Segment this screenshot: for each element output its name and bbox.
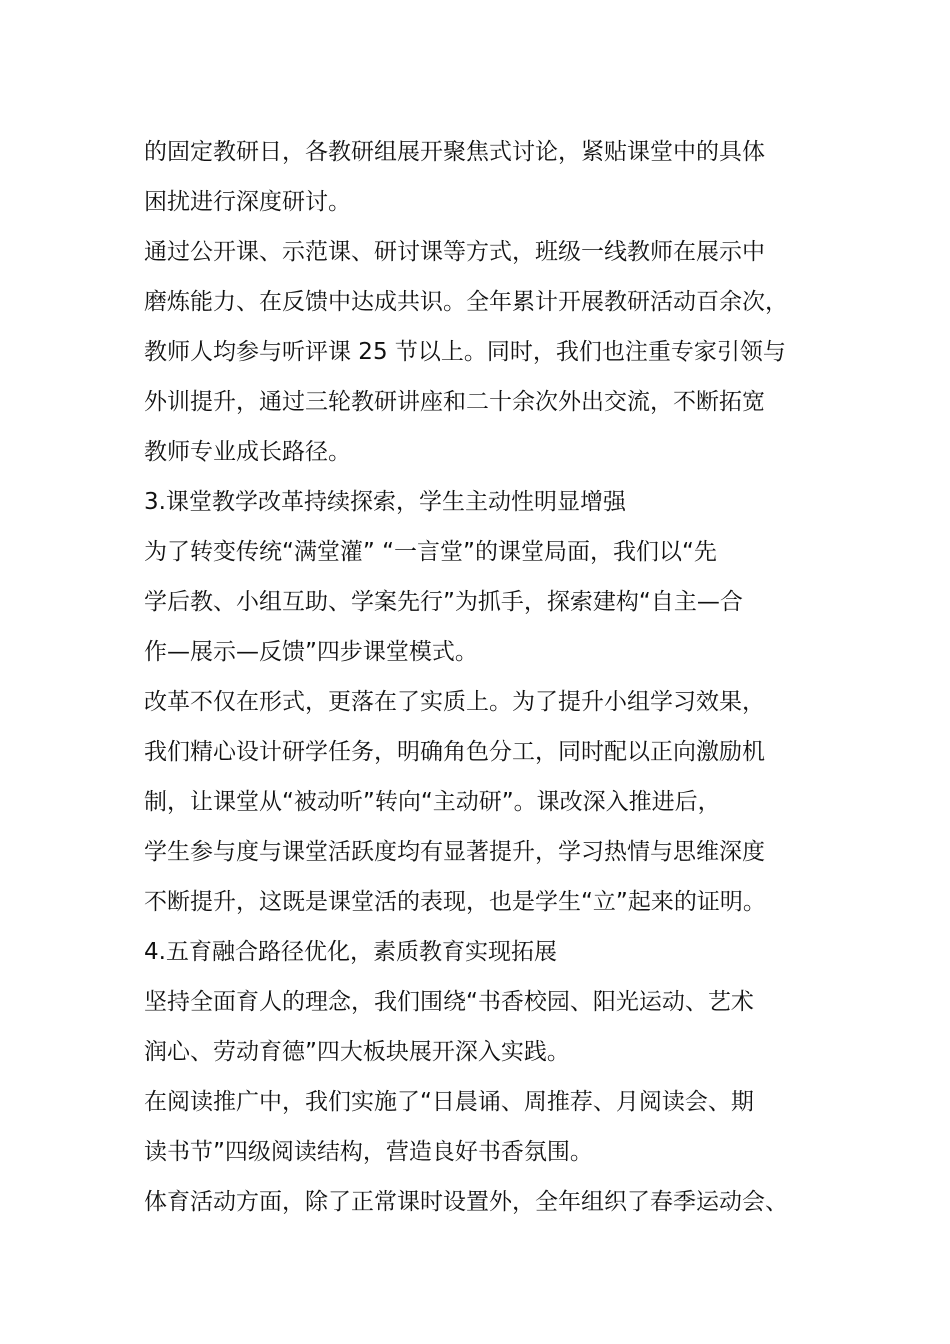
text-line: 困扰进行深度研讨。 bbox=[144, 189, 351, 215]
section-heading: 3.课堂教学改革持续探索，学生主动性明显增强 bbox=[144, 489, 626, 515]
text-line: 磨炼能力、在反馈中达成共识。全年累计开展教研活动百余次， bbox=[144, 289, 788, 315]
text-line: 的固定教研日，各教研组展开聚焦式讨论，紧贴课堂中的具体 bbox=[144, 139, 765, 165]
text-line: 作—展示—反馈”四步课堂模式。 bbox=[144, 639, 478, 665]
text-line: 体育活动方面，除了正常课时设置外，全年组织了春季运动会、 bbox=[144, 1189, 788, 1215]
text-line: 不断提升，这既是课堂活的表现，也是学生“立”起来的证明。 bbox=[144, 889, 766, 915]
text-line: 坚持全面育人的理念，我们围绕“书香校园、阳光运动、艺术 bbox=[144, 989, 754, 1015]
text-line: 教师人均参与听评课 25 节以上。同时，我们也注重专家引领与 bbox=[144, 339, 786, 365]
text-line: 外训提升，通过三轮教研讲座和二十余次外出交流，不断拓宽 bbox=[144, 389, 765, 415]
text-line: 制，让课堂从“被动听”转向“主动研”。课改深入推进后， bbox=[144, 789, 721, 815]
body-text bbox=[144, 127, 844, 1227]
text-line: 为了转变传统“满堂灌” “一言堂”的课堂局面，我们以“先 bbox=[144, 539, 717, 565]
text-line: 改革不仅在形式，更落在了实质上。为了提升小组学习效果， bbox=[144, 689, 765, 715]
text-line: 学后教、小组互助、学案先行”为抓手，探索建构“自主—合 bbox=[144, 589, 743, 615]
text-line: 润心、劳动育德”四大板块展开深入实践。 bbox=[144, 1039, 570, 1065]
text-line: 读书节”四级阅读结构，营造良好书香氛围。 bbox=[144, 1139, 593, 1165]
text-line: 我们精心设计研学任务，明确角色分工，同时配以正向激励机 bbox=[144, 739, 765, 765]
text-line: 学生参与度与课堂活跃度均有显著提升，学习热情与思维深度 bbox=[144, 839, 765, 865]
section-heading: 4.五育融合路径优化，素质教育实现拓展 bbox=[144, 939, 557, 965]
text-line: 通过公开课、示范课、研讨课等方式，班级一线教师在展示中 bbox=[144, 239, 765, 265]
text-line: 在阅读推广中，我们实施了“日晨诵、周推荐、月阅读会、期 bbox=[144, 1089, 754, 1115]
text-line: 教师专业成长路径。 bbox=[144, 439, 351, 465]
